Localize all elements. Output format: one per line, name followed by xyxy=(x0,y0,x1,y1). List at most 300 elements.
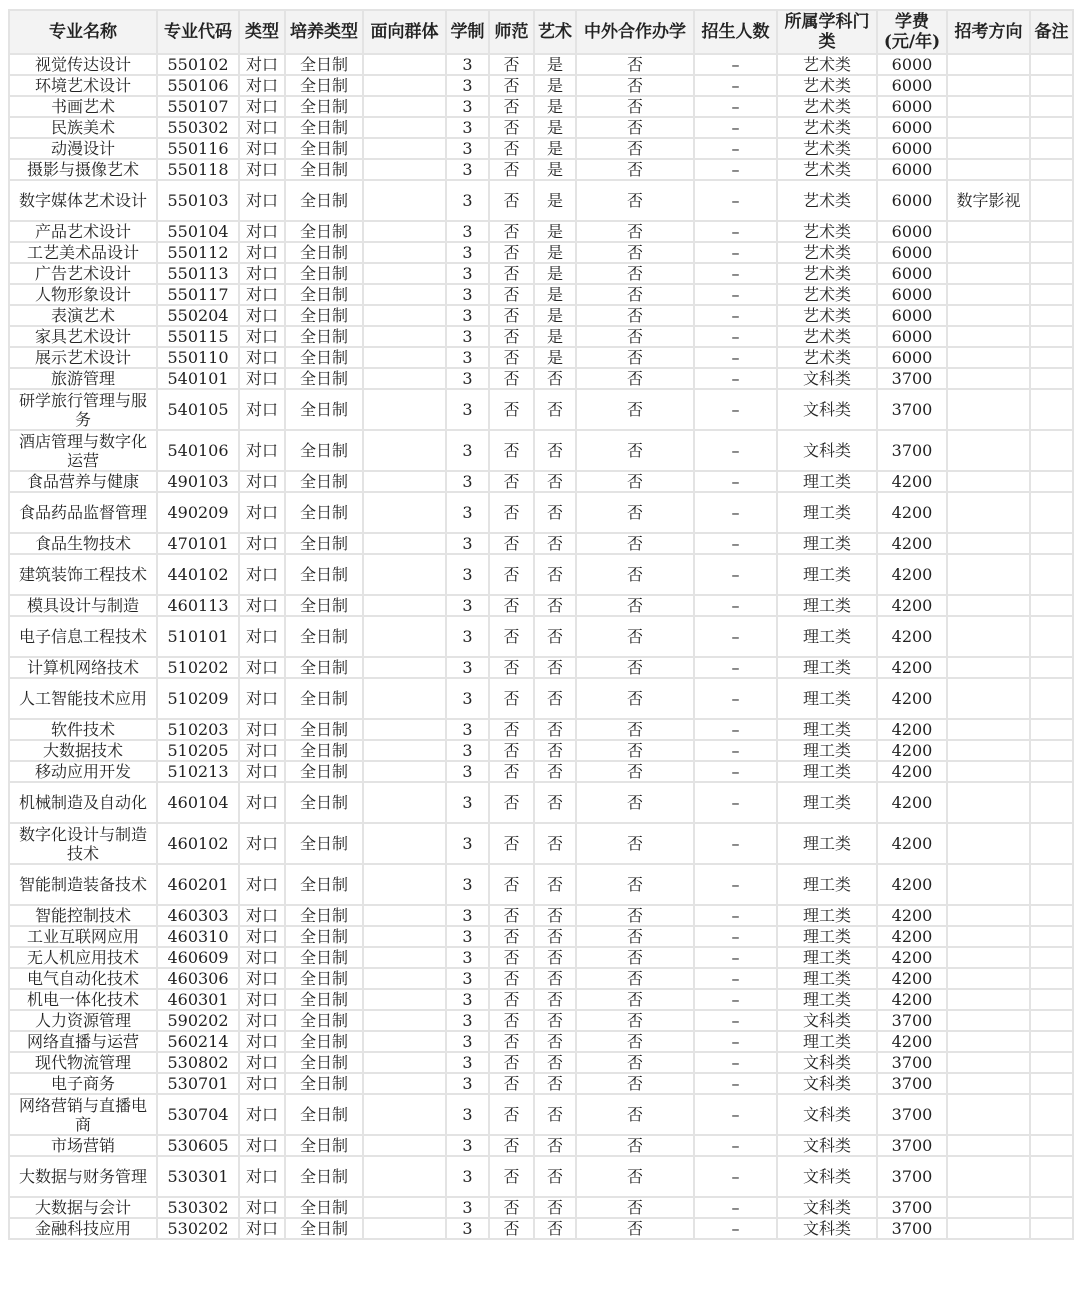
cell-duration: 3 xyxy=(446,657,489,678)
cell-major-name: 网络直播与运营 xyxy=(9,1031,157,1052)
cell-normal: 否 xyxy=(489,430,534,471)
cell-type: 对口 xyxy=(239,926,285,947)
cell-type: 对口 xyxy=(239,242,285,263)
cell-remarks xyxy=(1030,180,1073,221)
enrollment-table xyxy=(8,9,1074,1240)
cell-remarks xyxy=(1030,492,1073,533)
cell-major-name: 现代物流管理 xyxy=(9,1052,157,1073)
cell-discipline: 艺术类 xyxy=(777,263,877,284)
cell-major-name: 无人机应用技术 xyxy=(9,947,157,968)
cell-training-type: 全日制 xyxy=(285,864,363,905)
cell-remarks xyxy=(1030,657,1073,678)
cell-remarks xyxy=(1030,1073,1073,1094)
cell-normal: 否 xyxy=(489,75,534,96)
cell-discipline: 理工类 xyxy=(777,471,877,492)
cell-duration: 3 xyxy=(446,96,489,117)
cell-discipline: 理工类 xyxy=(777,905,877,926)
cell-enrollment: – xyxy=(694,1052,777,1073)
cell-joint-program: 否 xyxy=(576,554,694,595)
cell-remarks xyxy=(1030,740,1073,761)
cell-joint-program: 否 xyxy=(576,719,694,740)
cell-exam-direction xyxy=(947,1156,1030,1197)
cell-duration: 3 xyxy=(446,719,489,740)
cell-discipline: 文科类 xyxy=(777,1052,877,1073)
cell-discipline: 艺术类 xyxy=(777,284,877,305)
cell-art: 否 xyxy=(534,989,576,1010)
cell-normal: 否 xyxy=(489,947,534,968)
table-row xyxy=(9,75,1073,96)
col-header-training-type: 培养类型 xyxy=(285,10,363,54)
cell-remarks xyxy=(1030,1197,1073,1218)
cell-tuition: 4200 xyxy=(877,616,947,657)
cell-exam-direction xyxy=(947,947,1030,968)
cell-joint-program: 否 xyxy=(576,1197,694,1218)
cell-major-name: 电气自动化技术 xyxy=(9,968,157,989)
cell-major-code: 530202 xyxy=(157,1218,239,1239)
cell-training-type: 全日制 xyxy=(285,905,363,926)
table-row xyxy=(9,305,1073,326)
cell-major-name: 模具设计与制造 xyxy=(9,595,157,616)
cell-major-name: 网络营销与直播电商 xyxy=(9,1094,157,1135)
cell-discipline: 艺术类 xyxy=(777,305,877,326)
table-row xyxy=(9,138,1073,159)
cell-discipline: 理工类 xyxy=(777,989,877,1010)
cell-remarks xyxy=(1030,54,1073,75)
table-row xyxy=(9,947,1073,968)
cell-exam-direction xyxy=(947,616,1030,657)
cell-joint-program: 否 xyxy=(576,389,694,430)
cell-duration: 3 xyxy=(446,595,489,616)
cell-discipline: 艺术类 xyxy=(777,54,877,75)
cell-training-type: 全日制 xyxy=(285,492,363,533)
cell-joint-program: 否 xyxy=(576,471,694,492)
cell-exam-direction xyxy=(947,54,1030,75)
cell-discipline: 理工类 xyxy=(777,533,877,554)
col-header-remarks: 备注 xyxy=(1030,10,1073,54)
cell-normal: 否 xyxy=(489,284,534,305)
cell-tuition: 6000 xyxy=(877,96,947,117)
cell-major-name: 数字媒体艺术设计 xyxy=(9,180,157,221)
cell-art: 否 xyxy=(534,719,576,740)
cell-art: 否 xyxy=(534,1218,576,1239)
cell-enrollment: – xyxy=(694,75,777,96)
cell-normal: 否 xyxy=(489,347,534,368)
cell-normal: 否 xyxy=(489,740,534,761)
cell-tuition: 4200 xyxy=(877,968,947,989)
cell-art: 是 xyxy=(534,284,576,305)
table-row xyxy=(9,533,1073,554)
cell-normal: 否 xyxy=(489,968,534,989)
cell-remarks xyxy=(1030,221,1073,242)
cell-major-name: 展示艺术设计 xyxy=(9,347,157,368)
cell-tuition: 3700 xyxy=(877,1052,947,1073)
cell-training-type: 全日制 xyxy=(285,263,363,284)
cell-type: 对口 xyxy=(239,117,285,138)
cell-training-type: 全日制 xyxy=(285,326,363,347)
cell-enrollment: – xyxy=(694,1135,777,1156)
cell-type: 对口 xyxy=(239,326,285,347)
cell-normal: 否 xyxy=(489,719,534,740)
cell-enrollment: – xyxy=(694,1197,777,1218)
col-header-target-group: 面向群体 xyxy=(363,10,446,54)
cell-tuition: 6000 xyxy=(877,221,947,242)
cell-duration: 3 xyxy=(446,389,489,430)
cell-normal: 否 xyxy=(489,1073,534,1094)
cell-training-type: 全日制 xyxy=(285,968,363,989)
cell-remarks xyxy=(1030,242,1073,263)
cell-type: 对口 xyxy=(239,864,285,905)
cell-joint-program: 否 xyxy=(576,968,694,989)
cell-duration: 3 xyxy=(446,926,489,947)
cell-tuition: 4200 xyxy=(877,719,947,740)
cell-major-name: 移动应用开发 xyxy=(9,761,157,782)
cell-art: 否 xyxy=(534,1135,576,1156)
cell-exam-direction xyxy=(947,554,1030,595)
cell-target-group xyxy=(363,159,446,180)
table-row xyxy=(9,1052,1073,1073)
cell-enrollment: – xyxy=(694,430,777,471)
cell-target-group xyxy=(363,347,446,368)
cell-major-code: 510203 xyxy=(157,719,239,740)
cell-remarks xyxy=(1030,96,1073,117)
cell-major-code: 530301 xyxy=(157,1156,239,1197)
cell-major-name: 动漫设计 xyxy=(9,138,157,159)
cell-exam-direction xyxy=(947,326,1030,347)
cell-major-name: 智能制造装备技术 xyxy=(9,864,157,905)
cell-tuition: 4200 xyxy=(877,761,947,782)
cell-type: 对口 xyxy=(239,1010,285,1031)
cell-enrollment: – xyxy=(694,761,777,782)
cell-major-code: 550113 xyxy=(157,263,239,284)
cell-training-type: 全日制 xyxy=(285,947,363,968)
cell-discipline: 理工类 xyxy=(777,1031,877,1052)
cell-tuition: 4200 xyxy=(877,554,947,595)
cell-discipline: 艺术类 xyxy=(777,326,877,347)
cell-discipline: 理工类 xyxy=(777,616,877,657)
col-header-normal: 师范 xyxy=(489,10,534,54)
cell-major-name: 智能控制技术 xyxy=(9,905,157,926)
table-row xyxy=(9,1197,1073,1218)
cell-normal: 否 xyxy=(489,1052,534,1073)
cell-art: 否 xyxy=(534,678,576,719)
cell-enrollment: – xyxy=(694,1156,777,1197)
cell-major-name: 机电一体化技术 xyxy=(9,989,157,1010)
cell-exam-direction xyxy=(947,159,1030,180)
cell-type: 对口 xyxy=(239,1197,285,1218)
cell-normal: 否 xyxy=(489,180,534,221)
cell-joint-program: 否 xyxy=(576,242,694,263)
table-row xyxy=(9,117,1073,138)
cell-major-name: 软件技术 xyxy=(9,719,157,740)
cell-tuition: 6000 xyxy=(877,263,947,284)
cell-duration: 3 xyxy=(446,947,489,968)
cell-major-name: 数字化设计与制造技术 xyxy=(9,823,157,864)
cell-exam-direction xyxy=(947,221,1030,242)
col-header-enrollment: 招生人数 xyxy=(694,10,777,54)
cell-discipline: 文科类 xyxy=(777,1094,877,1135)
cell-target-group xyxy=(363,823,446,864)
cell-target-group xyxy=(363,471,446,492)
cell-tuition: 3700 xyxy=(877,1135,947,1156)
cell-duration: 3 xyxy=(446,75,489,96)
cell-major-name: 环境艺术设计 xyxy=(9,75,157,96)
cell-major-name: 书画艺术 xyxy=(9,96,157,117)
cell-normal: 否 xyxy=(489,389,534,430)
cell-tuition: 3700 xyxy=(877,1197,947,1218)
cell-enrollment: – xyxy=(694,96,777,117)
cell-art: 是 xyxy=(534,305,576,326)
cell-major-code: 510202 xyxy=(157,657,239,678)
cell-major-name: 大数据与会计 xyxy=(9,1197,157,1218)
cell-duration: 3 xyxy=(446,492,489,533)
cell-type: 对口 xyxy=(239,595,285,616)
cell-joint-program: 否 xyxy=(576,284,694,305)
cell-tuition: 6000 xyxy=(877,159,947,180)
cell-target-group xyxy=(363,1031,446,1052)
cell-tuition: 3700 xyxy=(877,1094,947,1135)
cell-exam-direction xyxy=(947,117,1030,138)
cell-major-name: 研学旅行管理与服务 xyxy=(9,389,157,430)
cell-exam-direction xyxy=(947,492,1030,533)
cell-joint-program: 否 xyxy=(576,947,694,968)
cell-type: 对口 xyxy=(239,54,285,75)
cell-target-group xyxy=(363,761,446,782)
cell-joint-program: 否 xyxy=(576,1135,694,1156)
cell-discipline: 文科类 xyxy=(777,389,877,430)
cell-major-name: 工业互联网应用 xyxy=(9,926,157,947)
cell-remarks xyxy=(1030,554,1073,595)
table-row xyxy=(9,159,1073,180)
cell-target-group xyxy=(363,180,446,221)
cell-exam-direction xyxy=(947,968,1030,989)
cell-duration: 3 xyxy=(446,1073,489,1094)
cell-enrollment: – xyxy=(694,678,777,719)
cell-art: 否 xyxy=(534,1156,576,1197)
cell-major-code: 550115 xyxy=(157,326,239,347)
col-header-major-code: 专业代码 xyxy=(157,10,239,54)
cell-type: 对口 xyxy=(239,905,285,926)
cell-tuition: 6000 xyxy=(877,75,947,96)
cell-joint-program: 否 xyxy=(576,159,694,180)
cell-art: 否 xyxy=(534,492,576,533)
cell-training-type: 全日制 xyxy=(285,926,363,947)
cell-duration: 3 xyxy=(446,782,489,823)
cell-tuition: 4200 xyxy=(877,657,947,678)
cell-type: 对口 xyxy=(239,1135,285,1156)
cell-exam-direction xyxy=(947,905,1030,926)
cell-enrollment: – xyxy=(694,180,777,221)
cell-major-name: 视觉传达设计 xyxy=(9,54,157,75)
cell-duration: 3 xyxy=(446,1052,489,1073)
cell-major-code: 550112 xyxy=(157,242,239,263)
cell-joint-program: 否 xyxy=(576,616,694,657)
cell-tuition: 4200 xyxy=(877,678,947,719)
cell-art: 否 xyxy=(534,1197,576,1218)
cell-major-code: 550117 xyxy=(157,284,239,305)
cell-art: 否 xyxy=(534,1052,576,1073)
cell-discipline: 理工类 xyxy=(777,782,877,823)
cell-remarks xyxy=(1030,389,1073,430)
cell-target-group xyxy=(363,616,446,657)
cell-enrollment: – xyxy=(694,221,777,242)
cell-discipline: 文科类 xyxy=(777,1197,877,1218)
cell-target-group xyxy=(363,368,446,389)
cell-discipline: 理工类 xyxy=(777,761,877,782)
cell-tuition: 6000 xyxy=(877,284,947,305)
cell-training-type: 全日制 xyxy=(285,823,363,864)
cell-tuition: 3700 xyxy=(877,389,947,430)
cell-joint-program: 否 xyxy=(576,180,694,221)
cell-exam-direction xyxy=(947,1073,1030,1094)
cell-major-code: 550110 xyxy=(157,347,239,368)
cell-type: 对口 xyxy=(239,305,285,326)
cell-target-group xyxy=(363,221,446,242)
cell-duration: 3 xyxy=(446,138,489,159)
cell-exam-direction xyxy=(947,1031,1030,1052)
cell-training-type: 全日制 xyxy=(285,368,363,389)
cell-exam-direction xyxy=(947,263,1030,284)
cell-training-type: 全日制 xyxy=(285,719,363,740)
cell-art: 否 xyxy=(534,823,576,864)
cell-enrollment: – xyxy=(694,989,777,1010)
cell-joint-program: 否 xyxy=(576,221,694,242)
col-header-joint-program: 中外合作办学 xyxy=(576,10,694,54)
cell-major-code: 530704 xyxy=(157,1094,239,1135)
table-row xyxy=(9,905,1073,926)
cell-exam-direction xyxy=(947,347,1030,368)
col-header-tuition: 学费(元/年) xyxy=(877,10,947,54)
cell-type: 对口 xyxy=(239,1052,285,1073)
cell-type: 对口 xyxy=(239,678,285,719)
cell-exam-direction xyxy=(947,719,1030,740)
cell-discipline: 艺术类 xyxy=(777,159,877,180)
table-row xyxy=(9,1156,1073,1197)
cell-enrollment: – xyxy=(694,1218,777,1239)
cell-major-name: 民族美术 xyxy=(9,117,157,138)
cell-art: 否 xyxy=(534,947,576,968)
col-header-discipline: 所属学科门类 xyxy=(777,10,877,54)
cell-major-code: 460306 xyxy=(157,968,239,989)
cell-remarks xyxy=(1030,305,1073,326)
cell-training-type: 全日制 xyxy=(285,54,363,75)
cell-enrollment: – xyxy=(694,347,777,368)
cell-target-group xyxy=(363,989,446,1010)
cell-duration: 3 xyxy=(446,761,489,782)
cell-target-group xyxy=(363,326,446,347)
cell-major-name: 产品艺术设计 xyxy=(9,221,157,242)
cell-enrollment: – xyxy=(694,782,777,823)
cell-remarks xyxy=(1030,905,1073,926)
cell-normal: 否 xyxy=(489,471,534,492)
cell-normal: 否 xyxy=(489,368,534,389)
cell-normal: 否 xyxy=(489,326,534,347)
cell-enrollment: – xyxy=(694,54,777,75)
cell-major-code: 550106 xyxy=(157,75,239,96)
cell-remarks xyxy=(1030,1052,1073,1073)
col-header-type: 类型 xyxy=(239,10,285,54)
cell-training-type: 全日制 xyxy=(285,242,363,263)
cell-type: 对口 xyxy=(239,740,285,761)
cell-major-code: 530802 xyxy=(157,1052,239,1073)
cell-normal: 否 xyxy=(489,138,534,159)
cell-discipline: 理工类 xyxy=(777,947,877,968)
cell-normal: 否 xyxy=(489,1135,534,1156)
cell-target-group xyxy=(363,96,446,117)
cell-training-type: 全日制 xyxy=(285,554,363,595)
cell-type: 对口 xyxy=(239,989,285,1010)
cell-enrollment: – xyxy=(694,1073,777,1094)
cell-training-type: 全日制 xyxy=(285,96,363,117)
cell-duration: 3 xyxy=(446,1094,489,1135)
cell-normal: 否 xyxy=(489,492,534,533)
cell-training-type: 全日制 xyxy=(285,616,363,657)
cell-tuition: 3700 xyxy=(877,368,947,389)
cell-target-group xyxy=(363,533,446,554)
cell-discipline: 文科类 xyxy=(777,1010,877,1031)
cell-training-type: 全日制 xyxy=(285,1031,363,1052)
cell-duration: 3 xyxy=(446,1156,489,1197)
cell-normal: 否 xyxy=(489,1010,534,1031)
table-row xyxy=(9,492,1073,533)
cell-duration: 3 xyxy=(446,533,489,554)
cell-target-group xyxy=(363,968,446,989)
cell-joint-program: 否 xyxy=(576,430,694,471)
cell-major-code: 530302 xyxy=(157,1197,239,1218)
cell-remarks xyxy=(1030,864,1073,905)
cell-training-type: 全日制 xyxy=(285,1010,363,1031)
cell-remarks xyxy=(1030,782,1073,823)
cell-major-code: 550204 xyxy=(157,305,239,326)
cell-type: 对口 xyxy=(239,138,285,159)
cell-normal: 否 xyxy=(489,657,534,678)
cell-major-name: 人工智能技术应用 xyxy=(9,678,157,719)
cell-major-name: 电子信息工程技术 xyxy=(9,616,157,657)
cell-discipline: 艺术类 xyxy=(777,221,877,242)
cell-duration: 3 xyxy=(446,823,489,864)
cell-duration: 3 xyxy=(446,554,489,595)
cell-target-group xyxy=(363,1156,446,1197)
cell-discipline: 理工类 xyxy=(777,492,877,533)
cell-major-name: 建筑装饰工程技术 xyxy=(9,554,157,595)
cell-major-code: 460301 xyxy=(157,989,239,1010)
cell-tuition: 4200 xyxy=(877,864,947,905)
cell-normal: 否 xyxy=(489,989,534,1010)
cell-tuition: 4200 xyxy=(877,533,947,554)
cell-enrollment: – xyxy=(694,1010,777,1031)
cell-major-code: 550118 xyxy=(157,159,239,180)
table-row xyxy=(9,1073,1073,1094)
cell-major-code: 530605 xyxy=(157,1135,239,1156)
cell-art: 否 xyxy=(534,595,576,616)
cell-discipline: 理工类 xyxy=(777,657,877,678)
cell-enrollment: – xyxy=(694,616,777,657)
cell-duration: 3 xyxy=(446,242,489,263)
cell-remarks xyxy=(1030,138,1073,159)
cell-remarks xyxy=(1030,926,1073,947)
cell-major-code: 460303 xyxy=(157,905,239,926)
cell-normal: 否 xyxy=(489,905,534,926)
cell-discipline: 艺术类 xyxy=(777,75,877,96)
cell-training-type: 全日制 xyxy=(285,180,363,221)
cell-art: 否 xyxy=(534,740,576,761)
cell-enrollment: – xyxy=(694,284,777,305)
cell-art: 否 xyxy=(534,1094,576,1135)
cell-target-group xyxy=(363,138,446,159)
cell-exam-direction xyxy=(947,96,1030,117)
table-row xyxy=(9,1135,1073,1156)
cell-major-name: 摄影与摄像艺术 xyxy=(9,159,157,180)
cell-normal: 否 xyxy=(489,117,534,138)
